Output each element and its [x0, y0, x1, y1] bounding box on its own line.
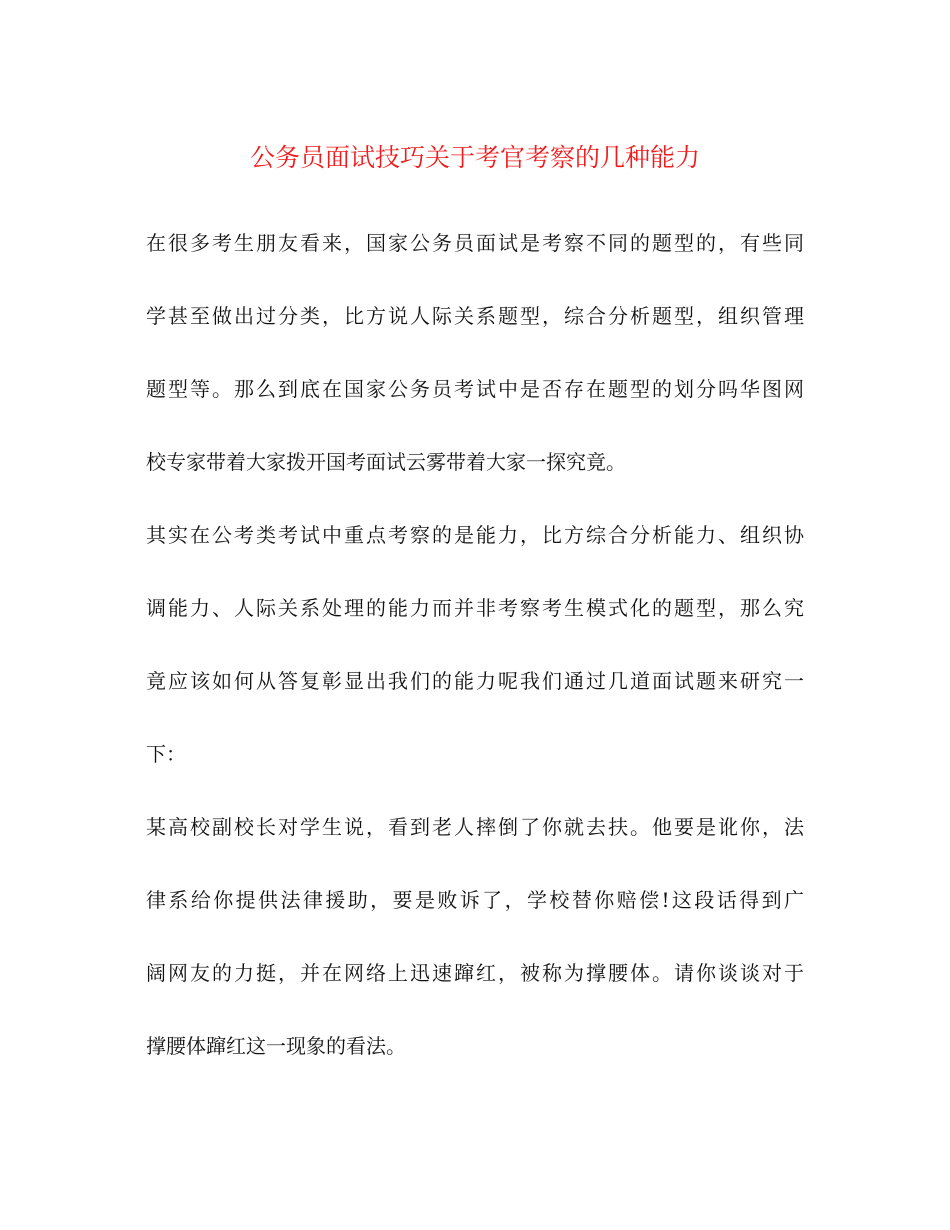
paragraph-3-line-3: 阔网友的力挺，并在网络上迅速蹿红，被称为撑腰体。请你谈谈对于 [146, 961, 804, 985]
paragraph-3-line-4: 撑腰体蹿红这一现象的看法。 [146, 1034, 406, 1058]
paragraph-1-line-3: 题型等。那么到底在国家公务员考试中是否存在题型的划分吗华图网 [146, 377, 804, 401]
paragraph-2-line-1: 其实在公考类考试中重点考察的是能力，比方综合分析能力、组织协 [146, 523, 804, 547]
paragraph-1-line-1: 在很多考生朋友看来，国家公务员面试是考察不同的题型的，有些同 [146, 231, 804, 255]
paragraph-3-line-2: 律系给你提供法律援助，要是败诉了，学校替你赔偿!这段话得到广 [146, 888, 804, 912]
document-body [146, 224, 804, 1100]
document-title: 公务员面试技巧关于考官考察的几种能力 [249, 143, 700, 172]
paragraph-2-line-3: 竟应该如何从答复彰显出我们的能力呢我们通过几道面试题来研究一 [146, 669, 804, 693]
paragraph-3-line-1: 某高校副校长对学生说，看到老人摔倒了你就去扶。他要是讹你，法 [146, 815, 804, 839]
paragraph-2-line-2: 调能力、人际关系处理的能力而并非考察考生模式化的题型，那么究 [146, 596, 804, 620]
paragraph-1-line-4: 校专家带着大家拨开国考面试云雾带着大家一探究竟。 [146, 450, 626, 474]
paragraph-2-line-4: 下： [146, 742, 186, 766]
paragraph-1-line-2: 学甚至做出过分类，比方说人际关系题型，综合分析题型，组织管理 [146, 304, 804, 328]
